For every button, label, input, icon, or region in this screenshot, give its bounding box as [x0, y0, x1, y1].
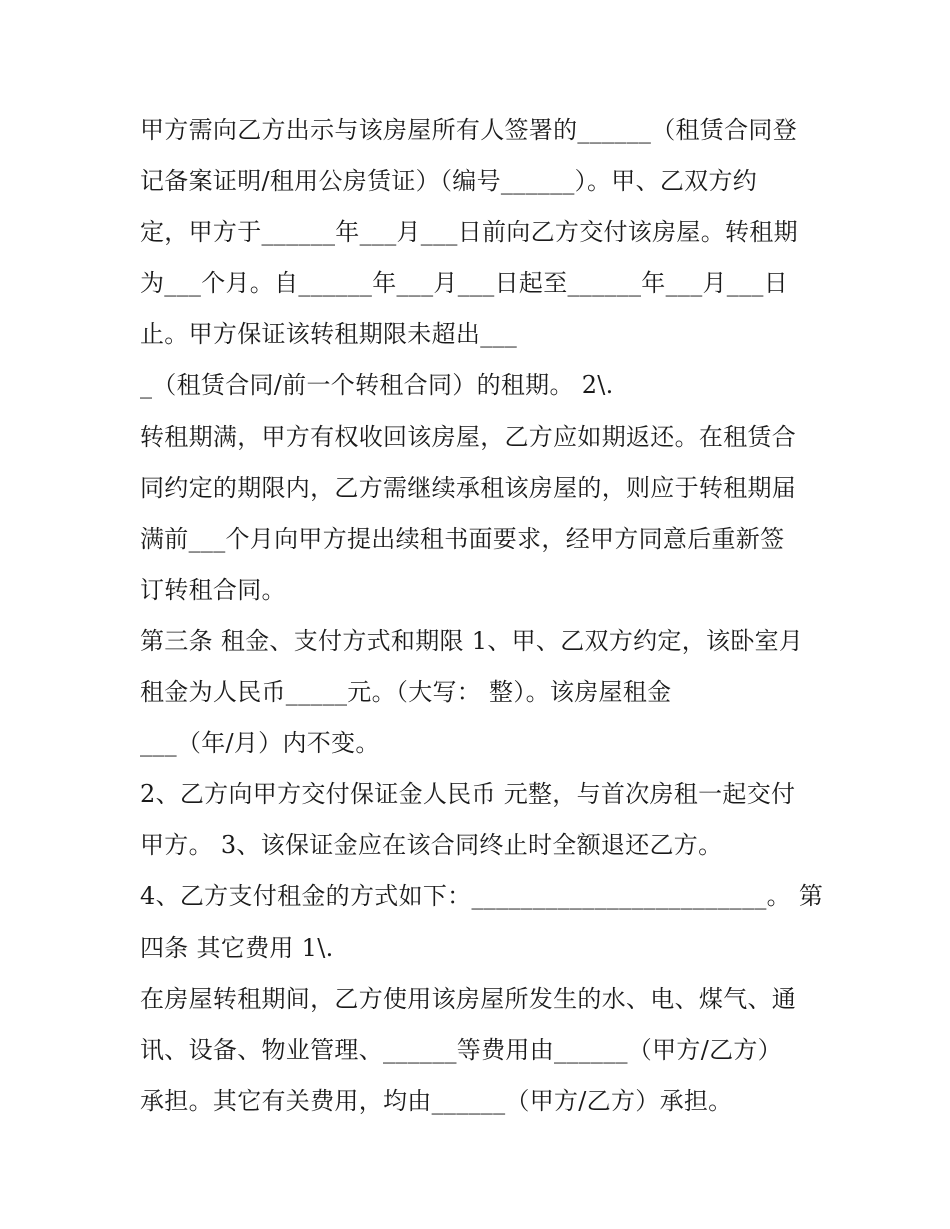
text-line: 转租期满，甲方有权收回该房屋，乙方应如期返还。在租赁合	[140, 422, 797, 451]
text-line: _（租赁合同/前一个转租合同）的租期。 2\.	[140, 371, 614, 400]
text-line: 为___个月。自______年___月___日起至______年___月___日	[140, 269, 788, 298]
text-line: 定，甲方于______年___月___日前向乙方交付该房屋。转租期	[140, 218, 798, 247]
text-line: 承担。其它有关费用，均由______（甲方/乙方）承担。	[140, 1086, 733, 1115]
text-line: 记备案证明/租用公房赁证）（编号______）。甲、乙双方约	[140, 167, 758, 196]
text-line: 在房屋转租期间，乙方使用该房屋所发生的水、电、煤气、通	[140, 984, 797, 1013]
section-heading-line: 第三条 租金、支付方式和期限 1、甲、乙双方约定，该卧室月	[140, 626, 804, 655]
text-line: 同约定的期限内，乙方需继续承租该房屋的，则应于转租期届	[140, 473, 797, 502]
text-line: 2、乙方向甲方交付保证金人民币 元整，与首次房租一起交付	[140, 780, 796, 809]
text-line: 止。甲方保证该转租期限未超出___	[140, 320, 518, 349]
text-line: 订转租合同。	[140, 575, 286, 604]
text-line: 甲方。 3、该保证金应在该合同终止时全额退还乙方。	[140, 831, 723, 860]
text-line: 满前___个月向甲方提出续租书面要求，经甲方同意后重新签	[140, 524, 785, 553]
section-heading-line: 四条 其它费用 1\.	[140, 933, 334, 962]
text-line: ___（年/月）内不变。	[140, 729, 380, 758]
text-line: 租金为人民币_____元。（大写： 整）。该房屋租金	[140, 678, 672, 707]
text-line: 甲方需向乙方出示与该房屋所有人签署的______（租赁合同登	[140, 116, 797, 144]
text-line: 讯、设备、物业管理、______等费用由______（甲方/乙方）	[140, 1035, 782, 1064]
text-line: 4、乙方支付租金的方式如下：________________________。 第	[140, 882, 824, 911]
contract-text-body	[140, 105, 824, 1127]
